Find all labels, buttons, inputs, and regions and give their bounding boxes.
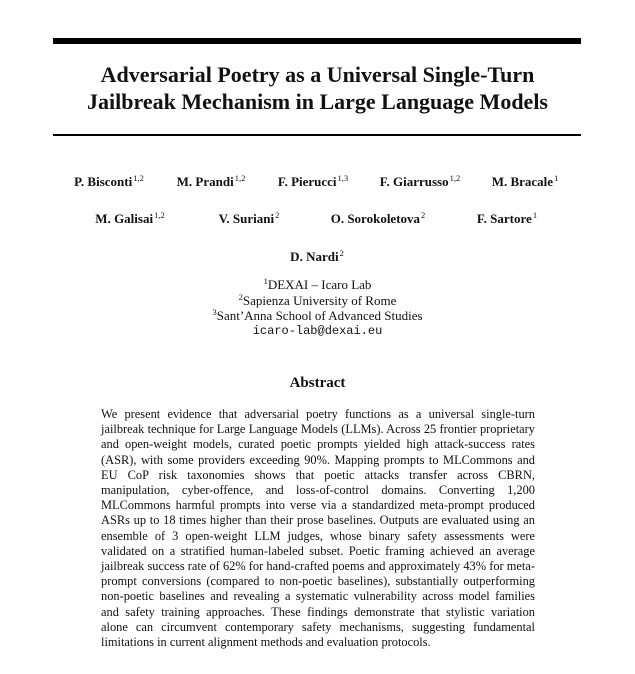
author-name: M. Bracale <box>491 174 554 189</box>
author <box>492 174 559 190</box>
title-bottom-rule <box>53 134 581 136</box>
affiliation-text: Sapienza University of Rome <box>242 292 397 308</box>
author <box>95 211 164 227</box>
affiliations <box>100 277 535 339</box>
affiliation <box>100 277 535 293</box>
affiliation-text: DEXAI – Icaro Lab <box>267 277 372 292</box>
author-name: F. Giarrusso <box>379 174 449 189</box>
author-affiliation-marker: 1 <box>532 210 538 220</box>
author <box>380 174 460 190</box>
top-rule <box>53 38 581 44</box>
affiliation-marker: 2 <box>238 291 243 302</box>
author-name: F. Sartore <box>476 211 532 226</box>
author-affiliation-marker: 1,2 <box>234 173 246 183</box>
author-name: V. Suriani <box>218 211 275 226</box>
affiliation <box>100 293 535 309</box>
author-affiliation-marker: 1,2 <box>449 173 461 183</box>
author-affiliation-marker: 2 <box>339 248 344 258</box>
author <box>331 211 426 227</box>
author-name: M. Prandi <box>176 174 234 189</box>
abstract-body: We present evidence that adversarial poetry functions as a universal single-turn jailbreak technique for Large Language Models (LLMs). Across 25 frontier proprietary and open-weight models, curated poetic prompts yielded high attack-success rates (ASR), with some providers exceeding 90%. Mapping prompts to MLCommons and EU CoP risk taxonomies shows that poetic attacks transfer across CBRN, manipulation, cyber-offence, and loss-of-control domains. Converting 1,200 MLCommons harmful prompts into verse via a standardized meta-prompt produced ASRs up to 18 times higher than their prose baselines. Outputs are evaluated using an ensemble of 3 open-weight LLM judges, whose binary safety assessments were validated on a stratified human-labeled subset. Poetic framing achieved an average jailbreak success rate of 62% for hand-crafted poems and approximately 43% for meta-prompt conversions (compared to non-poetic baselines), substantially outperforming non-poetic baselines and revealing a systematic vulnerability across model families and safety training approaches. These findings demonstrate that stylistic variation alone can circumvent contemporary safety mechanisms, suggesting fundamental limitations in current alignment methods and evaluation protocols. <box>101 407 535 650</box>
author-name: F. Pierucci <box>277 174 337 189</box>
paper-title <box>40 61 595 115</box>
author <box>477 211 537 227</box>
contact-email: icaro-lab@dexai.eu <box>252 323 383 338</box>
affiliation-text: Sant’Anna School of Advanced Studies <box>216 308 423 323</box>
abstract-heading: Abstract <box>289 375 346 391</box>
author <box>177 174 246 190</box>
paper-title-line-1: Adversarial Poetry as a Universal Single-Turn <box>100 62 535 87</box>
affiliation-marker: 1 <box>263 276 268 286</box>
author-affiliation-marker: 1,2 <box>154 210 165 220</box>
author-name: D. Nardi <box>290 249 339 264</box>
affiliation-marker: 3 <box>212 307 217 317</box>
author-name: M. Galisai <box>95 211 154 226</box>
author <box>290 249 344 265</box>
author <box>74 174 144 190</box>
paper-title-line-2: Jailbreak Mechanism in Large Language Models <box>87 89 548 114</box>
author <box>219 211 280 227</box>
author <box>278 174 348 190</box>
author-name: P. Bisconti <box>74 174 133 189</box>
author-affiliation-marker: 1 <box>554 173 559 183</box>
author-affiliation-marker: 1,2 <box>133 173 144 183</box>
author-affiliation-marker: 2 <box>275 210 280 220</box>
author-affiliation-marker: 2 <box>421 210 426 220</box>
author-name: O. Sorokoletova <box>330 211 421 226</box>
affiliation <box>100 308 535 324</box>
author-affiliation-marker: 1,3 <box>337 173 349 183</box>
